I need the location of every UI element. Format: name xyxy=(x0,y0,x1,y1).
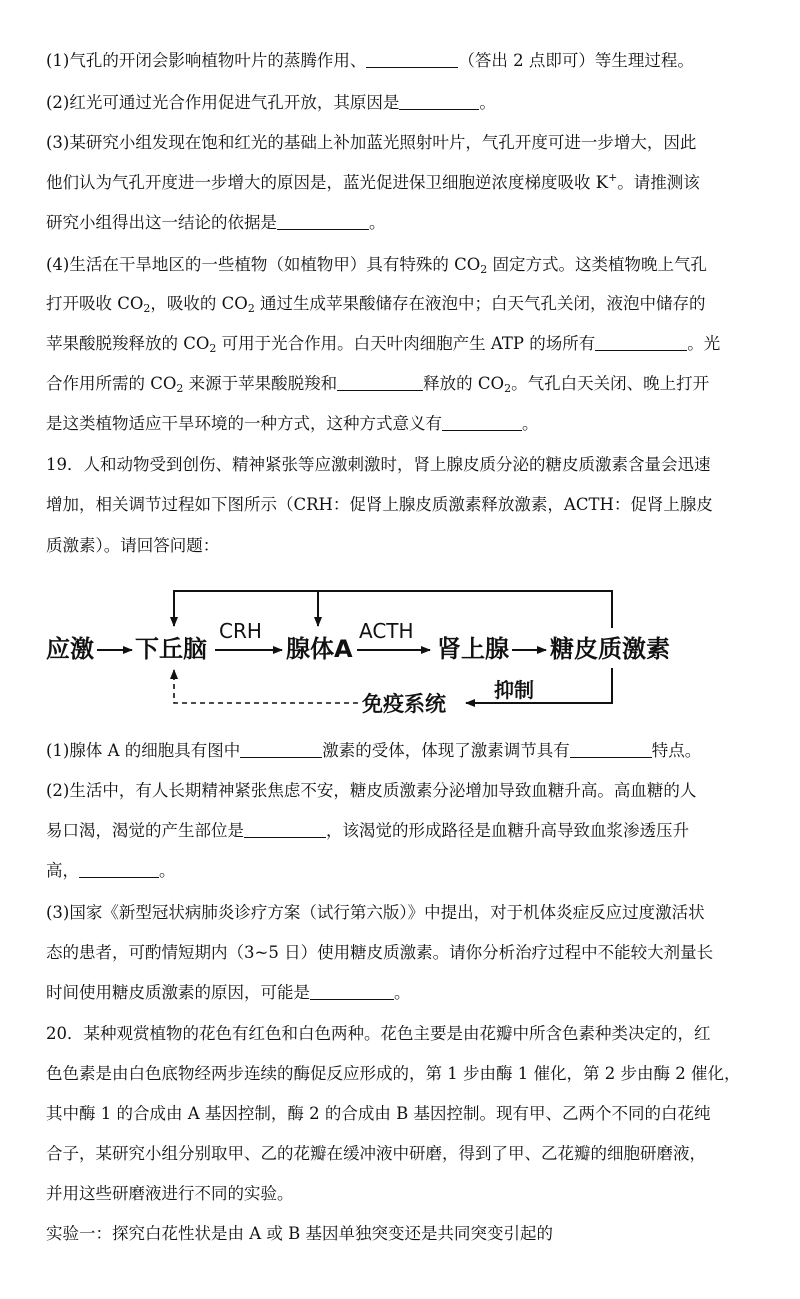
label-acth: ACTH xyxy=(359,619,414,643)
q18-part2: (2)红光可通过光合作用促进气孔开放，其原因是 。 xyxy=(46,93,496,112)
answer-blank[interactable] xyxy=(277,213,369,230)
q20-line4: 合子，某研究小组分别取甲、乙的花瓣在缓冲液中研磨，得到了甲、乙花瓣的细胞研磨液， xyxy=(46,1144,706,1163)
arrow-inhibit-immune xyxy=(466,668,612,703)
answer-blank[interactable] xyxy=(570,741,652,758)
q18-part1: (1)气孔的开闭会影响植物叶片的蒸腾作用、 （答出 2 点即可）等生理过程。 xyxy=(46,51,694,70)
answer-blank[interactable] xyxy=(244,821,326,838)
q19-part2-line1: (2)生活中，有人长期精神紧张焦虑不安，糖皮质激素分泌增加导致血糖升高。高血糖的人 xyxy=(46,781,697,800)
answer-blank[interactable] xyxy=(399,93,479,110)
node-glucocorticoid: 糖皮质激素 xyxy=(550,635,670,663)
node-stress: 应激 xyxy=(46,635,94,663)
q19-intro-line2: 增加，相关调节过程如下图所示（CRH：促肾上腺皮质激素释放激素，ACTH：促肾上腺皮 xyxy=(46,495,713,514)
q20-line5: 并用这些研磨液进行不同的实验。 xyxy=(46,1184,294,1203)
q18-part4-line5: 是这类植物适应干旱环境的一种方式，这种方式意义有 。 xyxy=(46,414,539,433)
answer-blank[interactable] xyxy=(366,51,458,68)
q18-part4-line4: 合作用所需的 $CO_2$ 来源于苹果酸脱羧和 释放的 $CO_2$。气孔白天关闭、晚上打开 xyxy=(46,374,710,395)
q18-part3-line2: 他们认为气孔开度进一步增大的原因是，蓝光促进保卫细胞逆浓度梯度吸收 K+。请推测该 xyxy=(46,171,700,192)
q20-experiment-one: 实验一：探究白花性状是由 A 或 B 基因单独突变还是共同突变引起的 xyxy=(46,1224,554,1243)
q20-line2: 色色素是由白色底物经两步连续的酶促反应形成的，第 1 步由酶 1 催化，第 2 步由酶 2 催化， xyxy=(46,1064,741,1083)
q18-part4-line3: 苹果酸脱羧释放的 $CO_2$ 可用于光合作用。白天叶肉细胞产生 ATP 的场所有 。光 xyxy=(46,334,721,355)
node-hypothalamus: 下丘脑 xyxy=(135,635,207,663)
answer-blank[interactable] xyxy=(442,414,522,431)
answer-blank[interactable] xyxy=(79,861,159,878)
answer-blank[interactable] xyxy=(595,334,687,351)
q19-part3-line1: (3)国家《新型冠状病肺炎诊疗方案（试行第六版）》中提出，对于机体炎症反应过度激活状 xyxy=(46,903,705,922)
node-gland-a: 腺体A xyxy=(286,635,353,663)
q19-intro-line3: 质激素）。请回答问题： xyxy=(46,536,220,555)
q18-part4-line1: (4)生活在干旱地区的一些植物（如植物甲）具有特殊的 $CO_2$ 固定方式。这类植物晚上气孔 xyxy=(46,255,708,276)
q18-part3-line1: (3)某研究小组发现在饱和红光的基础上补加蓝光照射叶片，气孔开度可进一步增大，因此 xyxy=(46,133,697,152)
node-immune: 免疫系统 xyxy=(362,692,446,716)
node-adrenal: 肾上腺 xyxy=(437,635,509,663)
q19-part2-line2: 易口渴，渴觉的产生部位是 ，该渴觉的形成路径是血糖升高导致血浆渗透压升 xyxy=(46,821,689,840)
arrow-immune-hypothalamus xyxy=(174,670,358,703)
q19-part2-line3: 高， 。 xyxy=(46,861,176,880)
q19-part3-line3: 时间使用糖皮质激素的原因，可能是 。 xyxy=(46,983,411,1002)
q18-part4-line2: 打开吸收 $CO_2$，吸收的 $CO_2$ 通过生成苹果酸储存在液泡中；白天气孔关闭，液泡中储存的 xyxy=(46,294,706,315)
answer-blank[interactable] xyxy=(337,374,423,391)
q20-line1: 20．某种观赏植物的花色有红色和白色两种。花色主要是由花瓣中所含色素种类决定的，红 xyxy=(46,1024,711,1043)
answer-blank[interactable] xyxy=(310,983,394,1000)
q19-part3-line2: 态的患者，可酌情短期内（3~5 日）使用糖皮质激素。请你分析治疗过程中不能较大剂量长 xyxy=(46,943,714,962)
label-crh: CRH xyxy=(219,619,262,643)
q19-intro-line1: 19．人和动物受到创伤、精神紧张等应激刺激时，肾上腺皮质分泌的糖皮质激素含量会迅速 xyxy=(46,455,711,474)
answer-blank[interactable] xyxy=(240,741,322,758)
label-inhibit: 抑制 xyxy=(494,678,534,702)
q18-part3-line3: 研究小组得出这一结论的依据是 。 xyxy=(46,213,386,232)
hormone-regulation-diagram xyxy=(0,580,800,720)
q20-line3: 其中酶 1 的合成由 A 基因控制，酶 2 的合成由 B 基因控制。现有甲、乙两个不同的白花纯 xyxy=(46,1104,711,1123)
q19-part1: (1)腺体 A 的细胞具有图中 激素的受体，体现了激素调节具有 特点。 xyxy=(46,741,702,760)
